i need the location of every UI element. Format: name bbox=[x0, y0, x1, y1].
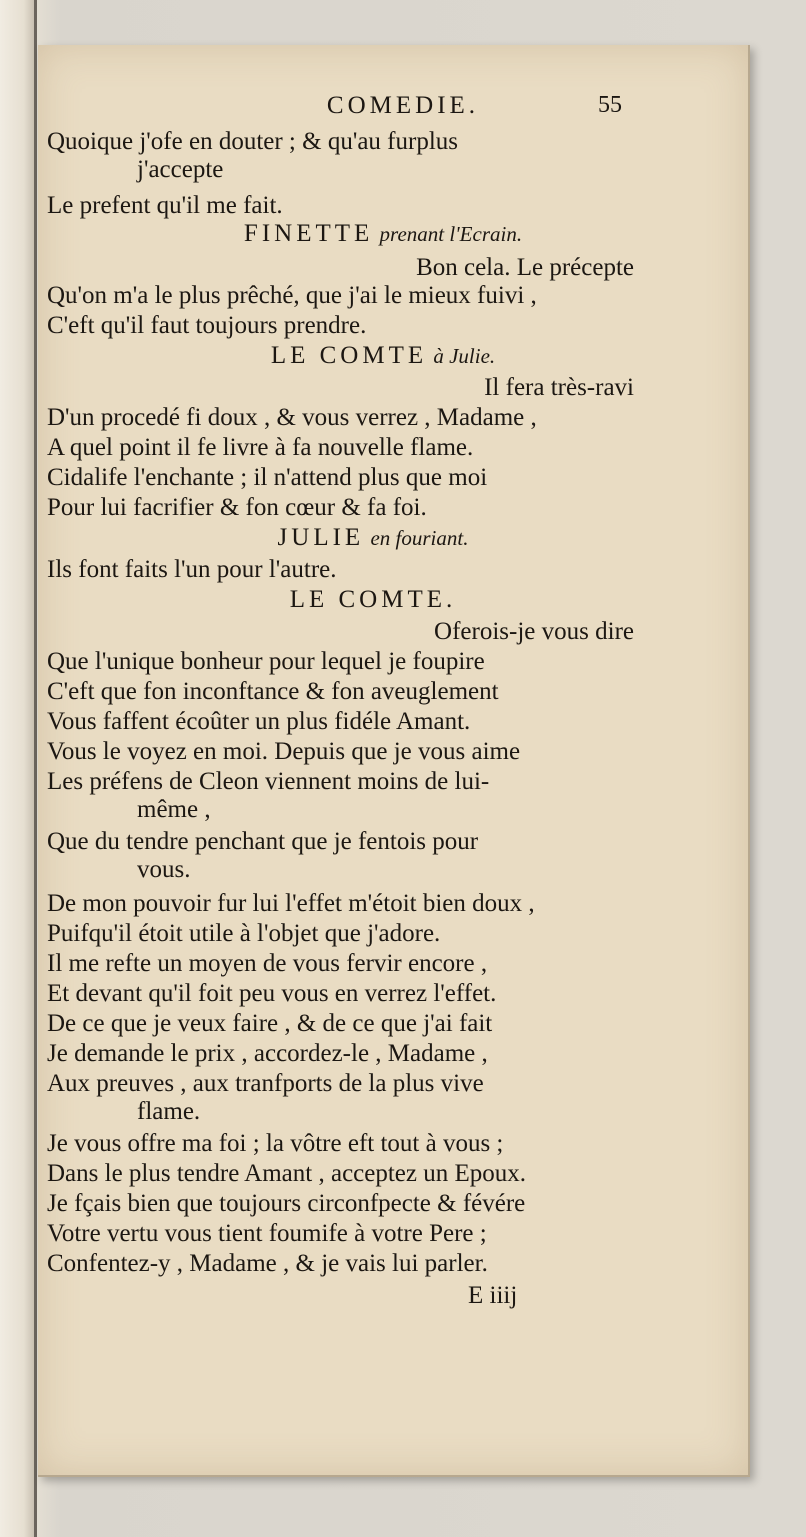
verse-line: Et devant qu'il foit peu vous en verrez l'effet. bbox=[47, 980, 497, 1007]
verse-line: Il fera très-ravi bbox=[484, 374, 634, 401]
speaker-heading bbox=[0, 220, 786, 248]
verse-line: Les préfens de Cleon viennent moins de lui- bbox=[47, 768, 490, 795]
verse-line: même , bbox=[137, 796, 211, 823]
speaker-heading: LE COMTE. bbox=[289, 586, 457, 613]
verse-line: Quoique j'ofe en douter ; & qu'au furplus bbox=[47, 128, 458, 155]
verse-line: Dans le plus tendre Amant , acceptez un Epoux. bbox=[47, 1160, 527, 1187]
verse-line: C'eft qu'il faut toujours prendre. bbox=[47, 312, 367, 339]
speaker-heading bbox=[0, 524, 776, 552]
verse-line: Aux preuves , aux tranfports de la plus vive bbox=[47, 1070, 484, 1097]
verse-line: Je fçais bien que toujours circonfpecte & févére bbox=[47, 1190, 526, 1217]
verse-line: Je vous offre ma foi ; la vôtre eft tout à vous ; bbox=[47, 1130, 504, 1157]
verse-line: De mon pouvoir fur lui l'effet m'étoit bien doux , bbox=[47, 890, 535, 917]
stage-direction: prenant l'Ecrain. bbox=[379, 222, 523, 246]
verse-line: De ce que je veux faire , & de ce que j'ai fait bbox=[47, 1010, 493, 1037]
speaker-name: FINETTE bbox=[243, 220, 374, 247]
verse-line: flame. bbox=[137, 1098, 201, 1125]
verse-line: Confentez-y , Madame , & je vais lui parler. bbox=[47, 1250, 488, 1277]
running-head: COMEDIE. bbox=[326, 92, 480, 119]
verse-line: Ils font faits l'un pour l'autre. bbox=[47, 556, 337, 583]
verse-line: Le prefent qu'il me fait. bbox=[47, 192, 283, 219]
signature-mark: E iiij bbox=[468, 1282, 518, 1309]
verse-line: Puifqu'il étoit utile à l'objet que j'adore. bbox=[47, 920, 441, 947]
stage-direction: en fouriant. bbox=[370, 526, 469, 550]
verse-line: Pour lui facrifier & fon cœur & fa foi. bbox=[47, 494, 427, 521]
verse-line: Cidalife l'enchante ; il n'attend plus que moi bbox=[47, 464, 488, 491]
verse-line: j'accepte bbox=[137, 156, 224, 183]
speaker-name: LE COMTE bbox=[270, 342, 428, 369]
speaker-name: JULIE bbox=[277, 524, 365, 551]
verse-line: Votre vertu vous tient foumife à votre Pere ; bbox=[47, 1220, 487, 1247]
verse-line: Je demande le prix , accordez-le , Madame , bbox=[47, 1040, 488, 1067]
page-number: 55 bbox=[598, 92, 622, 118]
speaker-heading bbox=[0, 342, 786, 370]
verse-line: A quel point il fe livre à fa nouvelle flame. bbox=[47, 434, 474, 461]
verse-line: C'eft que fon inconftance & fon aveuglement bbox=[47, 678, 499, 705]
stage-direction: à Julie. bbox=[433, 344, 496, 368]
verse-line: Que du tendre penchant que je fentois pour bbox=[47, 828, 479, 855]
verse-line: Qu'on m'a le plus prêché, que j'ai le mieux fuivi , bbox=[47, 282, 537, 309]
verse-line: Il me refte un moyen de vous fervir encore , bbox=[47, 950, 488, 977]
verse-line: Vous le voyez en moi. Depuis que je vous aime bbox=[47, 738, 521, 765]
verse-line: Bon cela. Le précepte bbox=[416, 254, 634, 281]
verse-line: Oferois-je vous dire bbox=[434, 618, 634, 645]
verse-line: vous. bbox=[137, 856, 191, 883]
verse-line: Vous faffent écoûter un plus fidéle Amant. bbox=[47, 708, 471, 735]
verse-line: D'un procedé fi doux , & vous verrez , Madame , bbox=[47, 404, 537, 431]
verse-line: Que l'unique bonheur pour lequel je foupire bbox=[47, 648, 485, 675]
